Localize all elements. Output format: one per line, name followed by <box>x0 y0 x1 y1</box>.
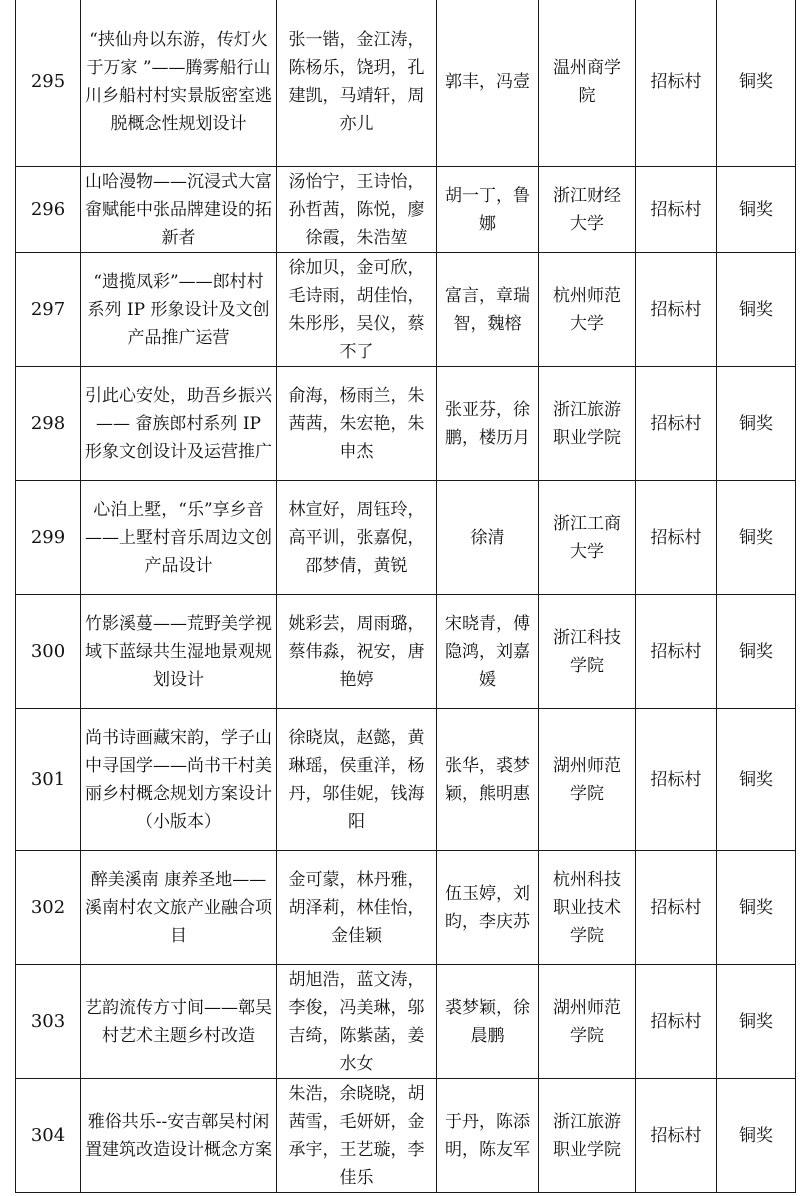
row-number: 302 <box>16 851 81 965</box>
team-members: 朱浩，余晓晓，胡茜雪，毛妍妍，金承宇，王艺璇，李佳乐 <box>277 1079 437 1193</box>
award-level: 铜奖 <box>717 595 796 709</box>
school: 温州商学院 <box>539 0 636 167</box>
school: 湖州师范学院 <box>539 965 636 1079</box>
village-type: 招标村 <box>636 709 717 851</box>
row-number: 303 <box>16 965 81 1079</box>
village-type: 招标村 <box>636 0 717 167</box>
team-members: 汤怡宁，王诗怡，孙哲茜，陈悦，廖徐霞，朱浩堃 <box>277 167 437 253</box>
project-title: 醉美溪南 康养圣地——溪南村农文旅产业融合项目 <box>81 851 277 965</box>
table-row <box>16 595 796 709</box>
village-type: 招标村 <box>636 965 717 1079</box>
school: 浙江财经大学 <box>539 167 636 253</box>
project-title: 山哈漫物——沉浸式大富畲赋能中张品牌建设的拓新者 <box>81 167 277 253</box>
village-type: 招标村 <box>636 167 717 253</box>
school: 浙江工商大学 <box>539 481 636 595</box>
team-members: 金可蒙，林丹雅，胡泽莉，林佳怡，金佳颖 <box>277 851 437 965</box>
row-number: 297 <box>16 253 81 367</box>
project-title: 雅俗共乐--安吉鄣吴村闲置建筑改造设计概念方案 <box>81 1079 277 1193</box>
school: 浙江旅游职业学院 <box>539 367 636 481</box>
row-number: 300 <box>16 595 81 709</box>
village-type: 招标村 <box>636 481 717 595</box>
village-type: 招标村 <box>636 595 717 709</box>
project-title: 心泊上墅，“乐”享乡音——上墅村音乐周边文创产品设计 <box>81 481 277 595</box>
table-row <box>16 167 796 253</box>
table-row <box>16 253 796 367</box>
advisors: 伍玉婷，刘昀，李庆苏 <box>437 851 539 965</box>
village-type: 招标村 <box>636 367 717 481</box>
table-row <box>16 481 796 595</box>
advisors: 张亚芬，徐鹏，楼历月 <box>437 367 539 481</box>
team-members: 俞海，杨雨兰，朱茜茜，朱宏艳，朱申杰 <box>277 367 437 481</box>
award-level: 铜奖 <box>717 253 796 367</box>
award-level: 铜奖 <box>717 167 796 253</box>
award-level: 铜奖 <box>717 367 796 481</box>
project-title: 艺韵流传方寸间——鄣吴村艺术主题乡村改造 <box>81 965 277 1079</box>
team-members: 徐晓岚，赵懿，黄琳瑶，侯重洋，杨丹，邬佳妮，钱海阳 <box>277 709 437 851</box>
school: 浙江旅游职业学院 <box>539 1079 636 1193</box>
table-row <box>16 709 796 851</box>
advisors: 郭丰，冯壹 <box>437 0 539 167</box>
village-type: 招标村 <box>636 253 717 367</box>
row-number: 298 <box>16 367 81 481</box>
project-title: 尚书诗画藏宋韵，学子山中寻国学——尚书干村美丽乡村概念规划方案设计（小版本） <box>81 709 277 851</box>
row-number: 304 <box>16 1079 81 1193</box>
village-type: 招标村 <box>636 1079 717 1193</box>
project-title: 引此心安处，助吾乡振兴 —— 畲族郎村系列 IP 形象文创设计及运营推广 <box>81 367 277 481</box>
award-level: 铜奖 <box>717 965 796 1079</box>
table-row <box>16 851 796 965</box>
team-members: 徐加贝，金可欣，毛诗雨，胡佳怡，朱彤彤，吴仪，蔡不了 <box>277 253 437 367</box>
row-number: 299 <box>16 481 81 595</box>
team-members: 胡旭浩，蓝文涛，李俊，冯美琳，邬吉绮，陈紫菡，姜水女 <box>277 965 437 1079</box>
award-level: 铜奖 <box>717 481 796 595</box>
team-members: 姚彩芸，周雨璐，蔡伟淼，祝安，唐艳婷 <box>277 595 437 709</box>
row-number: 295 <box>16 0 81 167</box>
advisors: 富言，章瑞智，魏榕 <box>437 253 539 367</box>
awards-table <box>15 0 796 1193</box>
school: 湖州师范学院 <box>539 709 636 851</box>
school: 杭州科技职业技术学院 <box>539 851 636 965</box>
project-title: “挟仙舟以东游，传灯火于万家 ”——腾雾船行山川乡船村村实景版密室逃脱概念性规划设计 <box>81 0 277 167</box>
row-number: 296 <box>16 167 81 253</box>
advisors: 张华，裘梦颖，熊明惠 <box>437 709 539 851</box>
project-title: 竹影溪蔓——荒野美学视域下蓝绿共生湿地景观规划设计 <box>81 595 277 709</box>
award-level: 铜奖 <box>717 1079 796 1193</box>
project-title: “遗揽凤彩”——郎村村系列 IP 形象设计及文创产品推广运营 <box>81 253 277 367</box>
team-members: 张一锴，金江涛，陈杨乐，饶玥，孔建凯，马靖轩，周亦儿 <box>277 0 437 167</box>
advisors: 于丹，陈添明，陈友军 <box>437 1079 539 1193</box>
award-level: 铜奖 <box>717 0 796 167</box>
village-type: 招标村 <box>636 851 717 965</box>
advisors: 徐清 <box>437 481 539 595</box>
advisors: 宋晓青，傅隐鸿，刘嘉媛 <box>437 595 539 709</box>
school: 浙江科技学院 <box>539 595 636 709</box>
advisors: 裘梦颖，徐晨鹏 <box>437 965 539 1079</box>
table-row <box>16 367 796 481</box>
table-row <box>16 0 796 167</box>
team-members: 林宣好，周钰玲，高平训，张嘉倪，邵梦倩，黄锐 <box>277 481 437 595</box>
advisors: 胡一丁，鲁娜 <box>437 167 539 253</box>
row-number: 301 <box>16 709 81 851</box>
table-row <box>16 965 796 1079</box>
award-level: 铜奖 <box>717 709 796 851</box>
award-level: 铜奖 <box>717 851 796 965</box>
school: 杭州师范大学 <box>539 253 636 367</box>
table-row <box>16 1079 796 1193</box>
